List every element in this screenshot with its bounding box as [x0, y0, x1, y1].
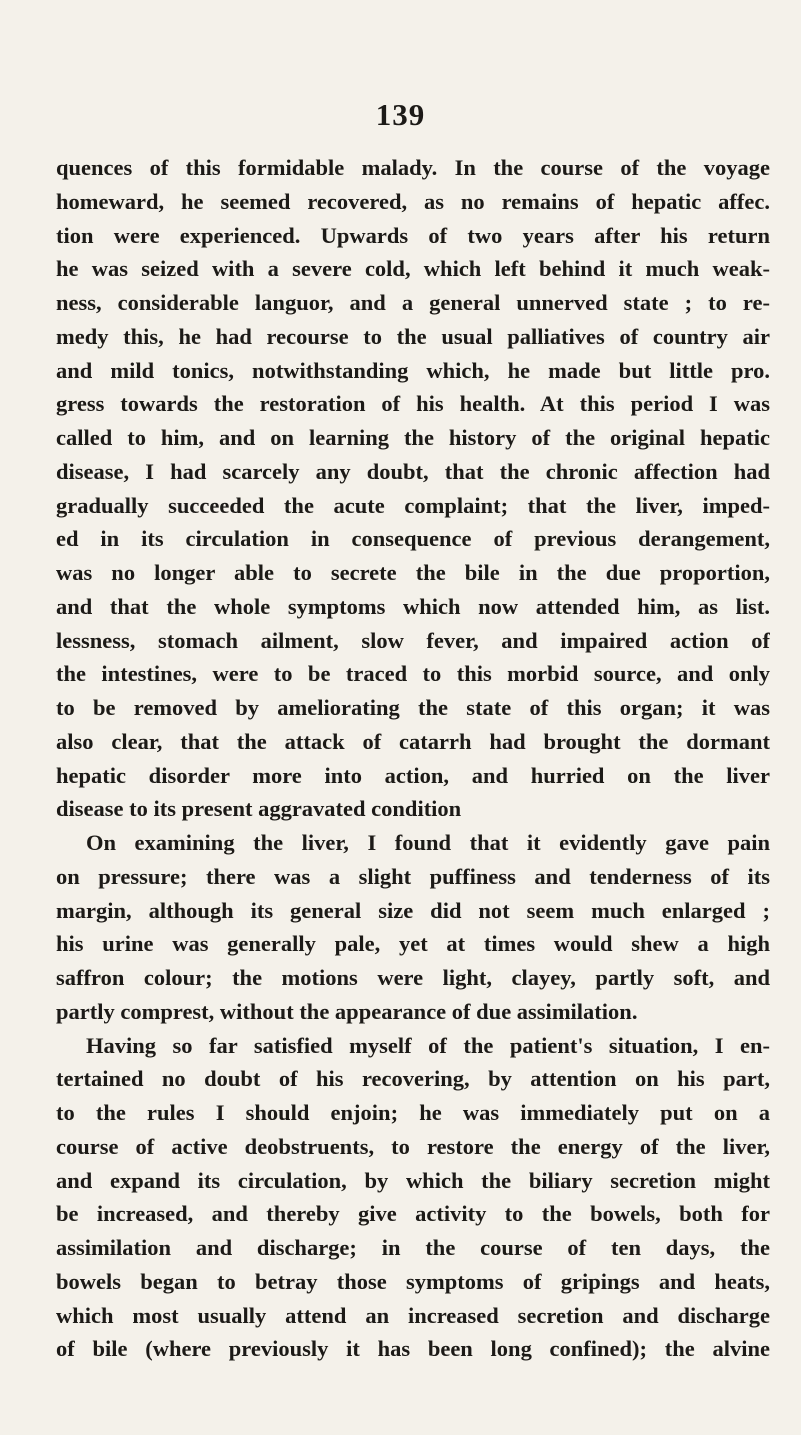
- text-line: on pressure; there was a slight puffiness and tenderness of its: [56, 863, 770, 889]
- text-line: gradually succeeded the acute complaint; that the liver, imped-: [56, 492, 770, 518]
- text-line: to be removed by ameliorating the state of this organ; it was: [56, 695, 770, 720]
- text-line: saffron colour; the motions were light, clayey, partly soft, and: [56, 965, 770, 990]
- text-line: gress towards the restoration of his health. At this period I was: [56, 391, 770, 417]
- text-line: his urine was generally pale, yet at times would shew a high: [56, 931, 770, 957]
- text-line: and mild tonics, notwithstanding which, he made but little pro.: [56, 357, 770, 383]
- paragraph-end-line: partly comprest, without the appearance of due assimilation.: [56, 998, 638, 1024]
- text-line: bowels began to betray those symptoms of gripings and heats,: [56, 1268, 770, 1294]
- text-line: also clear, that the attack of catarrh had brought the dormant: [56, 728, 770, 754]
- text-line: and expand its circulation, by which the biliary secretion might: [56, 1167, 770, 1193]
- text-line: and that the whole symptoms which now attended him, as list.: [56, 593, 770, 619]
- text-line: medy this, he had recourse to the usual palliatives of country air: [56, 323, 770, 349]
- text-line: was no longer able to secrete the bile in the due proportion,: [56, 560, 770, 585]
- text-line: hepatic disorder more into action, and hurried on the liver: [56, 762, 770, 788]
- text-line: homeward, he seemed recovered, as no remains of hepatic affec.: [56, 188, 770, 214]
- text-line: quences of this formidable malady. In the course of the voyage: [56, 155, 770, 180]
- text-line: to the rules I should enjoin; he was immediately put on a: [56, 1100, 770, 1125]
- text-line: ed in its circulation in consequence of previous derangement,: [56, 526, 770, 552]
- paragraph-start-line: Having so far satisfied myself of the patient's situation, I en-: [86, 1032, 770, 1058]
- text-line: assimilation and discharge; in the course of ten days, the: [56, 1235, 770, 1260]
- text-line: course of active deobstruents, to restore the energy of the liver,: [56, 1133, 770, 1159]
- text-line: the intestines, were to be traced to this morbid source, and only: [56, 661, 770, 687]
- body-text: [56, 151, 770, 1366]
- text-line: he was seized with a severe cold, which left behind it much weak-: [56, 256, 770, 282]
- text-line: disease, I had scarcely any doubt, that the chronic affection had: [56, 458, 770, 484]
- text-line: tertained no doubt of his recovering, by attention on his part,: [56, 1066, 770, 1092]
- page-number: 139: [375, 97, 426, 132]
- paragraph-end-line: disease to its present aggravated condition: [56, 796, 462, 822]
- paragraph-start-line: On examining the liver, I found that it evidently gave pain: [86, 830, 770, 855]
- text-line: which most usually attend an increased secretion and discharge: [56, 1302, 770, 1328]
- text-line: margin, although its general size did not seem much enlarged ;: [56, 897, 770, 923]
- text-line: tion were experienced. Upwards of two years after his return: [56, 222, 770, 248]
- text-line: ness, considerable languor, and a general unnerved state ; to re-: [56, 290, 770, 315]
- text-line: lessness, stomach ailment, slow fever, and impaired action of: [56, 627, 770, 653]
- text-line: be increased, and thereby give activity to the bowels, both for: [56, 1201, 770, 1227]
- text-line: of bile (where previously it has been long confined); the alvine: [56, 1336, 770, 1362]
- text-line: called to him, and on learning the history of the original hepatic: [56, 425, 770, 450]
